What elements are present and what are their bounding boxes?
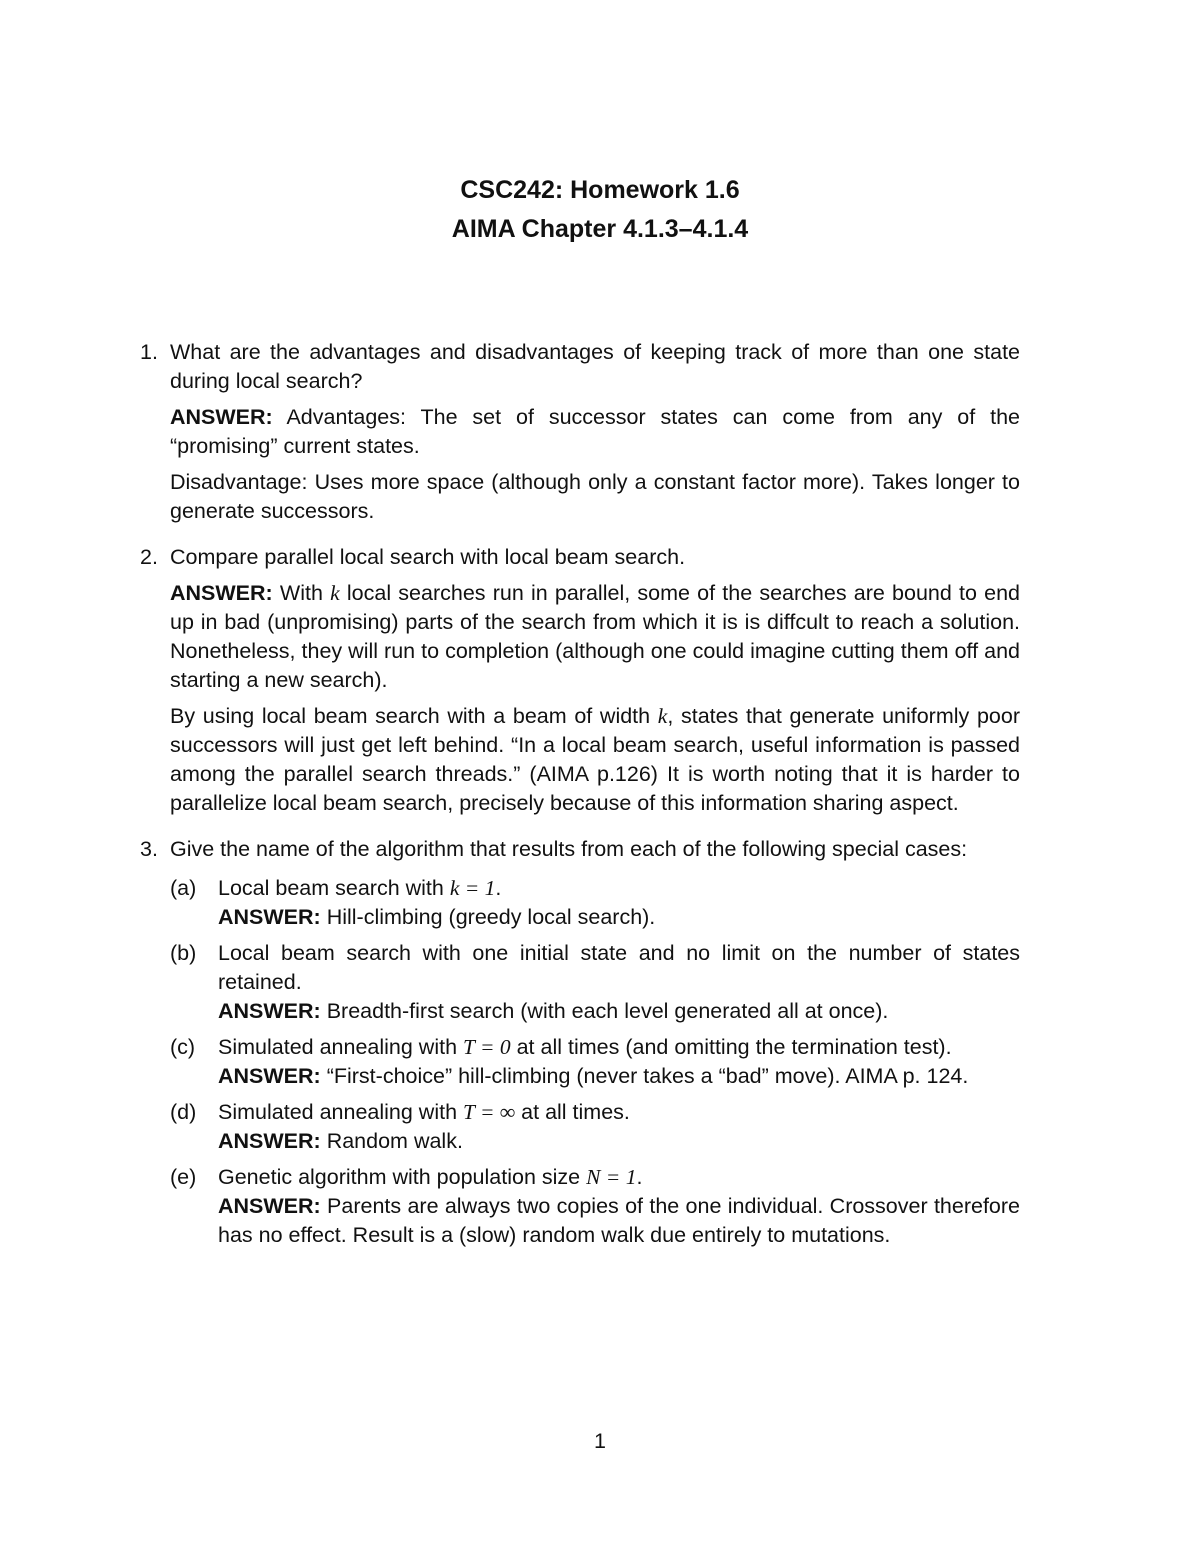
answer-text-rest: local searches run in parallel, some of the searches are bound to end up in bad (unpromising) parts of the search from which it is is diffcult to reach a solution. Nonetheless, they will run to completion (although one could imagine cutting them off and starting a new search). bbox=[170, 581, 1020, 692]
document-subtitle: AIMA Chapter 4.1.3–4.1.4 bbox=[451, 215, 749, 243]
continuation-rest: , states that generate uniformly poor successors will just get left behind. “In a local beam search, useful information is passed among the parallel search threads.” (AIMA p.126) It is worth noting that it is harder to parallelize local beam search, precisely because of this information sharing aspect. bbox=[170, 704, 1020, 815]
prompt-text-end: . bbox=[495, 876, 502, 900]
math-expression: N = 1 bbox=[586, 1165, 637, 1189]
subquestion-list bbox=[170, 874, 1020, 1250]
math-expression: T = ∞ bbox=[463, 1100, 516, 1124]
answer-label: ANSWER: bbox=[218, 905, 321, 929]
answer-text: Hill-climbing (greedy local search). bbox=[326, 905, 656, 929]
answer-paragraph bbox=[218, 1192, 1020, 1250]
question-number: 3. bbox=[140, 837, 158, 861]
answer-text: “First-choice” hill-climbing (never takes a “bad” move). AIMA p. 124. bbox=[326, 1064, 969, 1088]
prompt-text: Simulated annealing with bbox=[218, 1100, 458, 1124]
answer-paragraph bbox=[170, 403, 1020, 461]
answer-label: ANSWER: bbox=[218, 1194, 321, 1218]
math-expression: T = 0 bbox=[463, 1035, 511, 1059]
prompt-text: Genetic algorithm with population size bbox=[218, 1165, 581, 1189]
question-3 bbox=[140, 835, 1020, 1250]
answer-label: ANSWER: bbox=[218, 1129, 321, 1153]
answer-paragraph bbox=[218, 1127, 1020, 1156]
subquestion-e bbox=[170, 1163, 1020, 1250]
answer-continuation bbox=[170, 702, 1020, 818]
answer-text: Random walk. bbox=[326, 1129, 463, 1153]
answer-paragraph bbox=[218, 903, 1020, 932]
subquestion-letter: (b) bbox=[170, 941, 197, 965]
question-list bbox=[140, 338, 1020, 1267]
subquestion-c bbox=[170, 1033, 1020, 1091]
answer-continuation: Disadvantage: Uses more space (although only a constant factor more). Takes longer to generate successors. bbox=[170, 470, 1020, 523]
question-1 bbox=[140, 338, 1020, 526]
question-prompt: Give the name of the algorithm that results from each of the following special cases: bbox=[170, 837, 968, 861]
subquestion-letter: (c) bbox=[170, 1035, 196, 1059]
page-number: 1 bbox=[594, 1429, 606, 1453]
answer-paragraph bbox=[170, 579, 1020, 695]
prompt-text-end: at all times. bbox=[521, 1100, 630, 1124]
answer-label: ANSWER: bbox=[218, 1064, 321, 1088]
subquestion-b bbox=[170, 939, 1020, 1026]
prompt-text: Simulated annealing with bbox=[218, 1035, 458, 1059]
question-number: 2. bbox=[140, 545, 158, 569]
answer-label: ANSWER: bbox=[218, 999, 321, 1023]
math-variable-k: k bbox=[657, 704, 668, 728]
continuation-start: By using local beam search with a beam of width bbox=[170, 704, 651, 728]
math-variable-k: k bbox=[330, 581, 340, 605]
subquestion-prompt bbox=[218, 1098, 1020, 1127]
question-prompt: What are the advantages and disadvantages of keeping track of more than one state during local search? bbox=[170, 340, 1020, 393]
answer-text: Breadth-first search (with each level generated all at once). bbox=[326, 999, 889, 1023]
subquestion-a bbox=[170, 874, 1020, 932]
prompt-text: Local beam search with bbox=[218, 876, 444, 900]
subquestion-letter: (e) bbox=[170, 1165, 197, 1189]
question-2 bbox=[140, 543, 1020, 818]
answer-text: Advantages: The set of successor states can come from any of the “promising” current states. bbox=[170, 405, 1020, 458]
question-number: 1. bbox=[140, 340, 158, 364]
subquestion-prompt bbox=[218, 1033, 1020, 1062]
answer-text: Parents are always two copies of the one individual. Crossover therefore has no effect. Result is a (slow) random walk due entirely to mutations. bbox=[218, 1194, 1020, 1247]
subquestion-prompt bbox=[218, 1163, 1020, 1192]
answer-paragraph bbox=[218, 1062, 1020, 1091]
document-title: CSC242: Homework 1.6 bbox=[460, 176, 740, 204]
math-expression: k = 1 bbox=[449, 876, 496, 900]
prompt-text-end: at all times (and omitting the termination test). bbox=[516, 1035, 952, 1059]
prompt-text-end: . bbox=[636, 1165, 643, 1189]
subquestion-d bbox=[170, 1098, 1020, 1156]
subquestion-prompt: Local beam search with one initial state and no limit on the number of states retained. bbox=[218, 941, 1020, 994]
subquestion-prompt bbox=[218, 874, 1020, 903]
answer-label: ANSWER: bbox=[170, 405, 273, 429]
answer-label: ANSWER: bbox=[170, 581, 273, 605]
subquestion-letter: (d) bbox=[170, 1100, 197, 1124]
answer-text-start: With bbox=[279, 581, 323, 605]
subquestion-letter: (a) bbox=[170, 876, 197, 900]
answer-paragraph bbox=[218, 997, 1020, 1026]
question-prompt: Compare parallel local search with local beam search. bbox=[170, 545, 686, 569]
